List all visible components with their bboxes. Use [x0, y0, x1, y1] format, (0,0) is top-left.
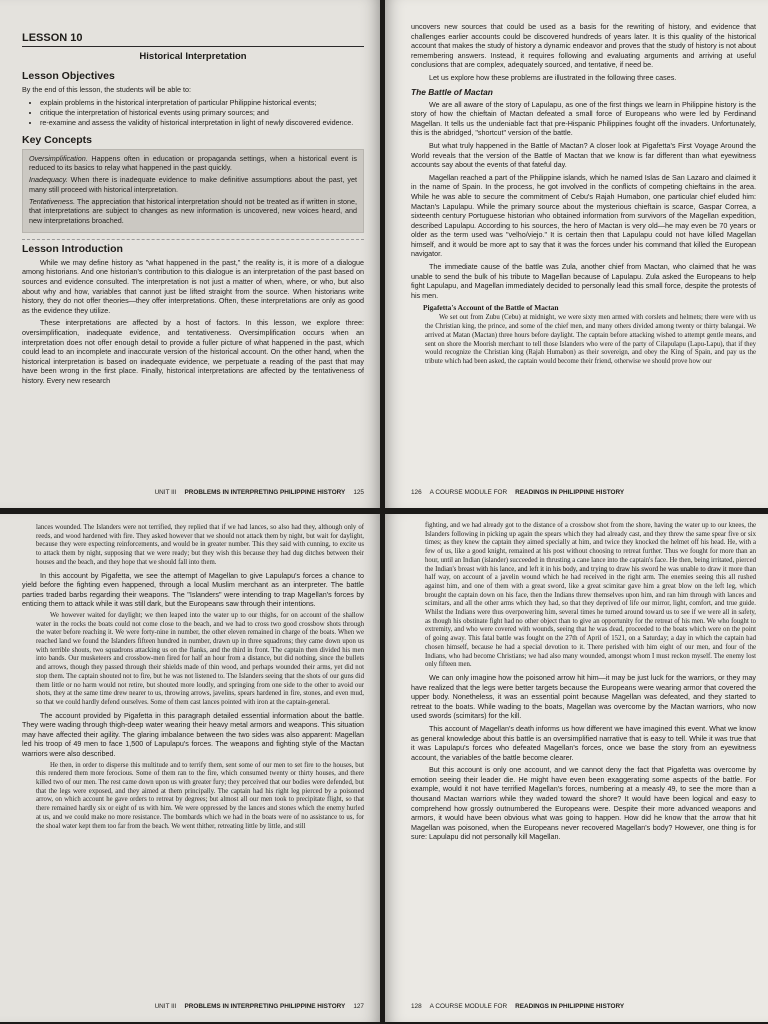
- body-paragraph: We are all aware of the story of Lapulapu, as one of the first things we learn in Philippine history is the story of how the chieftain of Mactan defeated a small force of Europeans who were led by Ferdinand Magellan. It tells us the undeniable fact that pre-Hispanic Philippines fought off the invaders. Unfortunately, this is the abridged, "shortcut" version of the battle.: [411, 99, 756, 138]
- body-paragraph: But this account is only one account, and we cannot deny the fact that Pigafetta was overcome by emotion seeing their leader die. He might have even been exaggerating some aspects of the battle. For example, would it not have terrified Magellan's forces, numbering at a measly 49, to see the more than a thousand Mactan warriors while they waded toward the shore? It would have been logical and easy to comprehend how grossly outnumbered the Europeans were. Despite their more advanced weapons and armors, it would have been obvious what was going to happen. How did he know that the arrow that hit Magellan was poisoned, when the Europeans never recovered Magellan's body? However, one thing is for sure: Lapulapu did not personally kill Magellan.: [411, 765, 756, 842]
- concept-term: Inadequacy.: [29, 175, 68, 185]
- footer-title: PROBLEMS IN INTERPRETING PHILIPPINE HISTORY: [184, 1003, 346, 1010]
- page-125: [0, 0, 380, 508]
- objective-item: • re-examine and assess the validity of historical interpretation in light of newly discovered evidence.: [40, 118, 364, 127]
- page-footer: [411, 1003, 756, 1010]
- concept-term: Tentativeness.: [29, 197, 76, 206]
- body-paragraph: The account provided by Pigafetta in this paragraph detailed essential information about the battle. They were wading through thigh-deep water wearing their heavy metal armors and weapons. This situation may have affected their agility. The glaring imbalance between the two sides was also apparent: Magellan led his troop of 49 men to face 1,500 of Lapulapu's forces. The weapons and fighting style of the Mactan warriors were also described.: [22, 710, 364, 758]
- footer-title: READINGS IN PHILIPPINE HISTORY: [515, 489, 625, 496]
- intro-paragraph: While we may define history as "what happened in the past," the reality is, it is more of a dialogue among historians. And one historian's contribution to this dialogue is an interpretation of the past based on sources and evidence consulted. The interpretation is not just a matter of when, where, or who, but also about why and how, variables that cannot just be lifted straight from the source. When historians write history, they do not offer theories—they offer interpretations. Often, these interpretations are only as good as the evidence they utilize.: [22, 257, 364, 315]
- bottom-spread: [0, 514, 768, 1022]
- concept-text: Happens often in education or propaganda settings, when a historical event is reduced to its basics to relay what happened in the past quickly.: [29, 153, 357, 173]
- quote-block: He then, in order to disperse this multitude and to terrify them, sent some of our men to set fire to the houses, but this rendered them more ferocious. Some of them ran to the fire, which consumed twenty or thirty houses, and there killed two of our men. The rest came down upon us with greater fury; they perceived that our bodies were defended, but that the legs were exposed, and they aimed at them principally. The captain had his right leg pierced by a poisoned arrow, on which account he gave orders to retreat by degrees; but almost all our men took to precipitate flight, so that there remained hardly six or eight of us with him. We were oppressed by the lances and stones which the enemy hurled at us, and we could make no more resistance. The bombards which we had in the boats were of no assistance to us, for the shoal water kept them too far from the beach. We went thither, retreating little by little, and still: [36, 761, 364, 830]
- concept-item: [29, 175, 357, 194]
- concepts-heading: Key Concepts: [22, 133, 93, 146]
- page-footer: [22, 1003, 364, 1010]
- lesson-rule: [22, 46, 364, 47]
- page-number: 125: [353, 489, 364, 496]
- explore-line: Let us explore how these problems are illustrated in the following three cases.: [429, 72, 677, 82]
- footer-unit: UNIT III: [154, 489, 177, 496]
- battle-heading: The Battle of Mactan: [411, 86, 493, 97]
- objectives-intro: By the end of this lesson, the students will be able to:: [22, 85, 192, 94]
- body-paragraph: In this account by Pigafetta, we see the attempt of Magellan to give Lapulapu's forces a chance to yield before the fighting even happened, through a local Muslim merchant as an interpreter. The battle parties traded barbs regarding their weapons. The "Islanders" were intending to trap Magellan's forces by enticing them to attack while it was still dark, but the Europeans saw through their intentions.: [22, 570, 364, 609]
- quote-block: We however waited for daylight; we then leaped into the water up to our thighs, for on account of the shallow water in the rocks the boats could not come close to the beach, and we had to cross two good crossbow shots through the water before reaching it. We were forty-nine in number, the other eleven remained in charge of the boats. When we reached land we found the Islanders fifteen hundred in number, drawn up in three squadrons; they came down upon us with terrible shouts, two squadrons attacking us on the flanks, and the third in front. The captain then divided his men into bands. Our musketeers and crossbow-men fired for half an hour from a distance, but did nothing, since the bullets and arrows, though they passed through their shields made of thin wood, and perhaps wounded their arms, yet did not stop them. The captain shouted not to fire, but he was not listened to. The Islanders seeing that the shots of our guns did them little or no harm would not retire, but shouted more loudly, and springing from one side to the other to avoid our shots, they at the same time drew nearer to us, throwing arrows, javelins, spears hardened in fire, stones, and even mud, so that we could hardly defend ourselves. Some of them cast lances pointed with iron at the captain-general.: [36, 611, 364, 706]
- body-paragraph: This account of Magellan's death informs us how different we have imagined this event. What we know as general knowledge about this battle is an oversimplified narrative that is easy to tell. While it was true that it was Lapulapu's forces who defeated Magellan's forces, once we base the story from an eyewitness account, the variables of the battle become clearer.: [411, 723, 756, 762]
- concept-text: The appreciation that historical interpretation should not be treated as if written in stone, that interpretations are subject to changes as new information is uncovered, new voices heard, and new interpretations broached.: [29, 197, 357, 225]
- lesson-title: Historical Interpretation: [139, 51, 247, 62]
- page-footer: [22, 489, 364, 496]
- concept-item: [29, 154, 357, 173]
- quote-block: fighting, and we had already got to the distance of a crossbow shot from the shore, having the water up to our knees, the Islanders following in picking up again the spears which they had already cast, and they threw the same spear five or six times; as they knew the captain they aimed specially at him, and twice they knocked the helmet off his head. He, with a few of us, like a good knight, remained at his post without choosing to retreat further. Thus we fought for more than an hour, until an Indian (islander) succeeded in thrusting a cane lance into the captain's face. He then, being irritated, pierced the Indian's breast with his lance, and left it in his body, and trying to draw his sword he was unable to draw it more than half way, on account of a javelin wound which he had received in the right arm. The enemies seeing this all rushed against him, and one of them with a great sword, like a great scimitar gave him a great blow on the left leg, which brought the captain down on his face, then the Indians threw themselves upon him, and ran him through with lances and scimitars, and all the other arms which they had, so that they deprived of life our mirror, light, comfort, and true guide. Whilst the Indians were thus overpowering him, several times he turned around toward us to see if we were all in safety, as though his obstinate fight had no other object than to give an opportunity for the retreat of his men. We who fought to extremity, and who were covered with wounds, seeing that he was dead, proceeded to the boats which were on the point of going away. This fatal battle was fought on the 27th of April of 1521, on a Saturday; a day in which the captain had chosen himself, because he had a special devotion to it. There perished with him eight of our men, and four of the Indians, who had become Christians; we had also many wounded, amongst whom I must reckon myself. The enemy lost only fifteen men.: [425, 522, 756, 669]
- objective-item: • critique the interpretation of historical events using primary sources; and: [40, 108, 364, 117]
- footer-title: PROBLEMS IN INTERPRETING PHILIPPINE HISTORY: [184, 489, 346, 496]
- body-paragraph: Magellan reached a part of the Philippine islands, which he named Islas de San Lazaro and claimed it in the name of Spain. In the process, he got involved in the conflicts of competing chieftains in the area. While he was able to secure the commitment of Cebu's Rajah Humabon, one particular chief eluded him: Mactan's Lapulapu. While the primary source about the mysterious chieftain is scarce, Gaspar Correa, a sixteenth century Portuguese historian who obtained information from survivors of the Magellan expedition, described Lapulapu. According to his sources, the hero of Mactan is very old—he may even be 70 years or older as the term used was "velho/viejo." It is certain then that Lapulapu could not have killed Magellan himself, and it would be more apt to say that it was the forces under his command that killed the European navigator.: [411, 172, 756, 259]
- page-number: 127: [353, 1003, 364, 1010]
- intro-heading: Lesson Introduction: [22, 239, 364, 255]
- key-concepts-box: [22, 149, 364, 233]
- objectives-heading: Lesson Objectives: [22, 70, 115, 82]
- quote-block: We set out from Zubu (Cebu) at midnight, we were sixty men armed with corslets and helmets; there were with us the Christian king, the prince, and some of the chief men, and many others divided among twenty or thirty balangai. We arrived at Matan (Mactan) three hours before daylight. The captain before attacking wished to attempt gentle means, and sent on shore the Moorish merchant to tell those Islanders who were of the party of Cilapulapu (Lapu-Lapu), that if they would recognize the Christian king (Rajah Humabon) as their sovereign, and obey the King of Spain, and pay us the tribute which had been asked, the captain would become their friend, otherwise we should prove how our: [425, 314, 756, 365]
- concept-term: Oversimplification.: [29, 153, 88, 163]
- page-footer: [411, 489, 756, 496]
- footer-course: A COURSE MODULE FOR: [429, 1003, 508, 1010]
- continued-paragraph: uncovers new sources that could be used as a basis for the rewriting of history, and evidence that challenges earlier accounts could be discovered hundreds of years later. It is this quality of the historical account that makes the study of history a dynamic endeavor and proves that the study of history is not about remembering answers. Instead, it requires following and evaluating arguments and arriving at useful conclusions that are complex, adequately sourced, and tentative, if need be.: [411, 22, 756, 70]
- body-paragraph: The immediate cause of the battle was Zula, another chief from Mactan, who claimed that he was unable to send the bulk of his tribute to Magellan because of Lapulapu. Zula asked the Europeans to help fight Lapulapu, and Magellan immediately decided to personally lead this small force, despite the protests of his men.: [411, 262, 756, 300]
- page-126: [385, 0, 768, 508]
- page-number: 128: [411, 1003, 422, 1010]
- lesson-label: LESSON 10: [22, 32, 83, 44]
- account-heading: Pigafetta's Account of the Battle of Mactan: [423, 303, 559, 313]
- body-paragraph: We can only imagine how the poisoned arrow hit him—it may be just luck for the warriors, or they may have realized that the legs were better targets because the Europeans were wearing armor that covered the upper body. Nonetheless, it was an essential point because Magellan was defeated, and they started to retreat to the boats. While wading to the boats, Magellan was overcome by the Mactan warriors, who now used swords (scimitars) for the kill.: [411, 672, 756, 721]
- quote-block: lances wounded. The Islanders were not terrified, they replied that if we had lances, so also had they, although only of reeds, and wood hardened with fire. They asked however that we should not attack them by night, but wait for daylight, because they were expecting reinforcements, and would be in greater number. This they said with cunning, to excite us to attack them by night, supposing that we were ready; but they wish this because they had dug ditches between their houses and the beach, and they hope that we should fall into them.: [36, 524, 364, 566]
- objective-item: • explain problems in the historical interpretation of particular Philippine historical events;: [40, 98, 364, 107]
- body-paragraph: But what truly happened in the Battle of Mactan? A closer look at Pigafetta's First Voyage Around the World reveals that the version of the Battle of Mactan that we know is far different than what eyewitness accounts say about the events of that fateful day.: [411, 140, 756, 170]
- concept-item: [29, 197, 357, 225]
- intro-paragraph: These interpretations are affected by a host of factors. In this lesson, we explore three: oversimplification, inadequate evidence, and tentativeness. Oversimplification occurs when an interpretation does not offer enough detail to provide a fuller picture of what happened in the past, which could lead to an incomplete and inaccurate version of the historical account. On the other hand, when the historical interpretation is based on inadequate evidence, we perpetuate a reading of the past that may have been wrong in the first place. Finally, historical interpretations are affected by the tentativeness of history. Every new research: [22, 318, 364, 386]
- objectives-list: [22, 98, 364, 128]
- page-number: 126: [411, 489, 422, 496]
- top-spread: [0, 0, 768, 508]
- footer-course: A COURSE MODULE FOR: [429, 489, 508, 496]
- footer-title: READINGS IN PHILIPPINE HISTORY: [515, 1003, 625, 1010]
- footer-unit: UNIT III: [154, 1003, 177, 1010]
- concept-text: When there is inadequate evidence to make definitive assumptions about the past, yet many still proceed with historical interpretation.: [29, 175, 357, 194]
- page-128: [385, 514, 768, 1022]
- page-127: [0, 514, 380, 1022]
